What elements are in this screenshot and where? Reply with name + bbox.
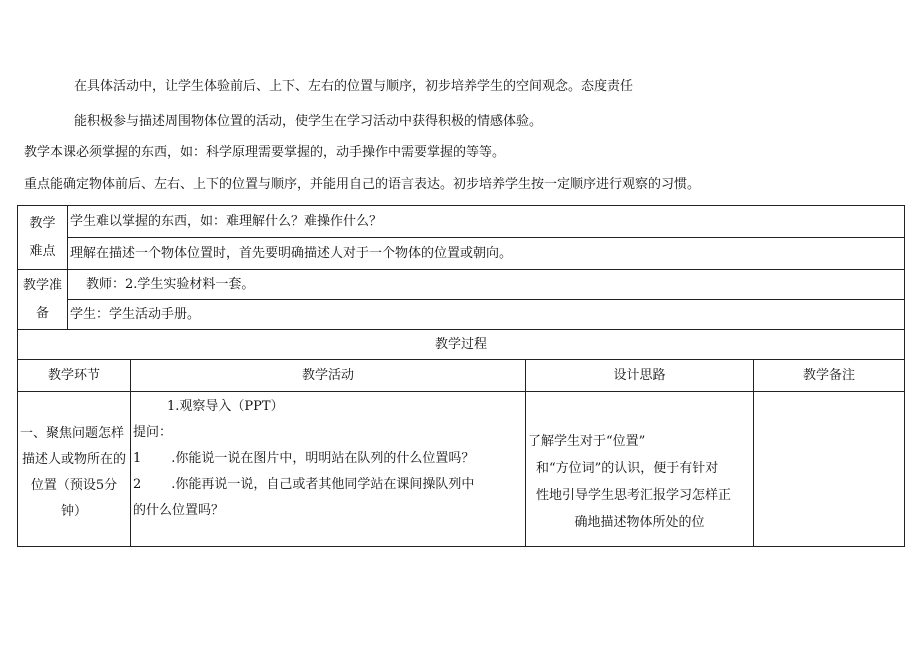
prep-teacher-text: 教师：2.学生实验材料一套。 — [68, 270, 905, 300]
design-line-4: 确地描述物体所处的位 — [574, 515, 705, 530]
stage-line-2: 描述人或物所在的 — [21, 452, 126, 467]
stage-line-4: 钟） — [60, 504, 87, 519]
notes-cell — [754, 392, 905, 547]
activity-ask: 提问： — [133, 425, 173, 440]
question-1-number: 1 — [133, 451, 142, 466]
question-1-text: .你能说一说在图片中，明明站在队列的什么位置吗？ — [171, 451, 475, 466]
intro-paragraph-2: 能积极参与描述周围物体位置的活动，使学生在学习活动中获得积极的情感体验。 — [74, 114, 543, 129]
content-row — [18, 392, 905, 547]
stage-line-1: 一、聚焦问题怎样 — [20, 426, 125, 441]
prep-student-text: 学生：学生活动手册。 — [68, 300, 905, 330]
difficulty-label-line-1: 教学 — [29, 215, 56, 231]
question-2-continued: 的什么位置吗？ — [133, 503, 225, 518]
difficulty-text-2: 理解在描述一个物体位置时，首先要明确描述人对于一个物体的位置或朝向。 — [68, 238, 905, 270]
difficulty-text-1: 学生难以掌握的东西，如：难理解什么？难操作什么？ — [68, 206, 905, 238]
prep-label — [18, 270, 68, 330]
header-design: 设计思路 — [526, 360, 754, 392]
difficulty-row-1 — [18, 206, 905, 238]
lesson-plan-table — [17, 205, 905, 547]
stage-cell — [18, 392, 131, 547]
prep-row-1 — [18, 270, 905, 300]
header-activity: 教学活动 — [131, 360, 526, 392]
intro-paragraph-3: 教学本课必须掌握的东西，如：科学原理需要掌握的，动手操作中需要掌握的等等。 — [24, 145, 506, 160]
prep-row-2 — [18, 300, 905, 330]
header-stage: 教学环节 — [18, 360, 131, 392]
activity-title: 1.观察导入（PPT） — [167, 399, 284, 414]
prep-label-line-1: 教学准 — [22, 277, 62, 293]
intro-paragraph-1: 在具体活动中，让学生体验前后、上下、左右的位置与顺序，初步培养学生的空间观念。态度责任 — [74, 79, 634, 94]
process-title: 教学过程 — [18, 330, 905, 360]
difficulty-label — [18, 206, 68, 270]
activity-question-1 — [133, 446, 523, 472]
difficulty-label-line-2: 难点 — [29, 243, 56, 259]
design-line-1: 了解学生对于“位置” — [528, 434, 646, 449]
stage-line-3: 位置（预设5分 — [30, 478, 118, 493]
activity-cell — [131, 392, 526, 547]
question-2-number: 2 — [133, 477, 142, 492]
header-notes: 教学备注 — [754, 360, 905, 392]
question-2-text: .你能再说一说，自己或者其他同学站在课间操队列中 — [171, 477, 475, 492]
process-title-row — [18, 330, 905, 360]
design-cell — [526, 392, 754, 547]
header-row — [18, 360, 905, 392]
design-line-3: 性地引导学生思考汇报学习怎样正 — [536, 488, 732, 503]
activity-question-2 — [133, 472, 523, 498]
difficulty-row-2 — [18, 238, 905, 270]
prep-label-line-2: 备 — [35, 305, 49, 321]
design-line-2: 和“方位词”的认识，便于有针对 — [536, 461, 719, 476]
intro-paragraph-4: 重点能确定物体前后、左右、上下的位置与顺序，并能用自己的语言表达。初步培养学生按一定顺序进行观察的习惯。 — [24, 177, 701, 192]
